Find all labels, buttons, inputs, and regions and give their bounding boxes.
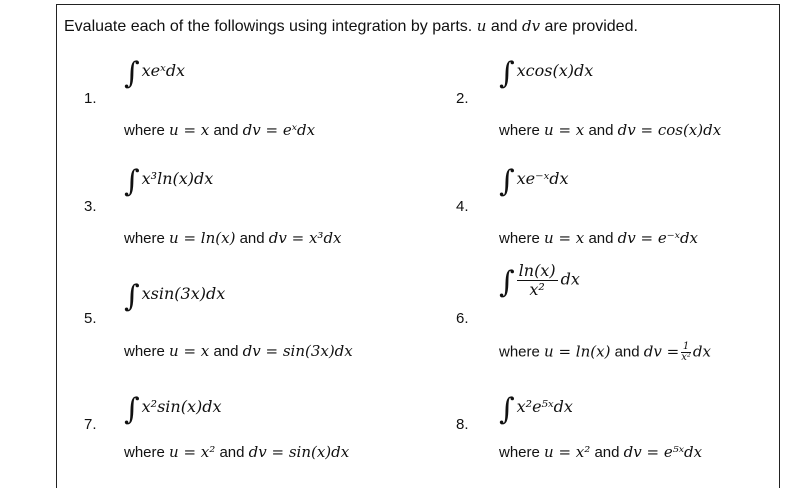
problem-5-integrand: xsin(3x)dx [141, 284, 226, 303]
dv-value: dv = eˣdx [242, 121, 316, 139]
problem-7-number: 7. [84, 416, 97, 433]
integral-sign-icon: ∫ [124, 164, 140, 199]
problem-1-integrand: xeˣdx [141, 61, 186, 80]
problem-6-hint [499, 342, 711, 363]
u-value: u = x [544, 121, 585, 139]
dv-value: dv = sin(x)dx [248, 443, 350, 461]
dv-value: dv = x³dx [268, 229, 342, 247]
dv-value: dv = sin(3x)dx [242, 342, 353, 360]
problem-4-number: 4. [456, 198, 469, 215]
problem-3-integrand: x³ln(x)dx [141, 169, 214, 188]
and-label: and [219, 444, 245, 461]
instruction-u: u [476, 17, 487, 35]
integral-sign-icon: ∫ [124, 279, 140, 314]
instruction-prefix: Evaluate each of the followings using integration by parts. [64, 18, 473, 35]
problem-4-hint [499, 229, 698, 247]
integral-sign-icon: ∫ [499, 164, 515, 199]
integral-sign-icon: ∫ [499, 56, 515, 91]
integral-sign-icon: ∫ [499, 264, 515, 300]
instruction-text [64, 17, 638, 36]
dv-tail: dx [692, 342, 711, 361]
problem-6-fraction [517, 262, 558, 298]
problem-1-number: 1. [84, 90, 97, 107]
fraction-numerator: ln(x) [518, 261, 556, 280]
dv-fraction-denominator: x² [681, 352, 691, 363]
and-label: and [239, 230, 265, 247]
problem-6-integral [499, 262, 580, 300]
instruction-suffix: are provided. [544, 18, 638, 35]
and-label: and [588, 122, 614, 139]
instruction-dv: dv [521, 17, 541, 35]
u-value: u = x [169, 121, 210, 139]
problem-3-number: 3. [84, 198, 97, 215]
and-label: and [213, 343, 239, 360]
where-label: where [499, 230, 540, 247]
and-label: and [614, 343, 640, 361]
dv-value: dv = cos(x)dx [617, 121, 722, 139]
problem-3-integral [124, 164, 213, 199]
problem-1-integral [124, 56, 185, 91]
problem-2-hint [499, 121, 721, 139]
problem-7-hint [124, 443, 349, 461]
problem-2-integral [499, 56, 593, 91]
where-label: where [499, 444, 540, 461]
problem-5-number: 5. [84, 310, 97, 327]
problem-2-number: 2. [456, 90, 469, 107]
u-value: u = ln(x) [169, 229, 236, 247]
fraction-denominator: x² [529, 279, 545, 299]
dv-fraction [681, 342, 691, 363]
instruction-and: and [490, 18, 518, 35]
problem-7-integrand: x²sin(x)dx [141, 397, 222, 416]
integral-sign-icon: ∫ [124, 56, 140, 91]
problem-3-hint [124, 229, 342, 247]
where-label: where [124, 343, 165, 360]
u-value: u = x [544, 229, 585, 247]
problem-6-number: 6. [456, 310, 469, 327]
where-label: where [124, 230, 165, 247]
where-label: where [124, 122, 165, 139]
problem-8-integral [499, 392, 573, 427]
problem-5-hint [124, 342, 353, 360]
dv-prefix: dv = [643, 342, 680, 361]
integral-sign-icon: ∫ [499, 392, 515, 427]
u-value: u = ln(x) [544, 342, 611, 361]
and-label: and [213, 122, 239, 139]
problem-7-integral [124, 392, 221, 427]
problem-2-integrand: xcos(x)dx [516, 61, 594, 80]
problem-5-integral [124, 279, 225, 314]
problem-4-integral [499, 164, 569, 199]
problem-8-number: 8. [456, 416, 469, 433]
dv-value: dv = e⁵ˣdx [623, 443, 703, 461]
and-label: and [594, 444, 620, 461]
problem-8-hint [499, 443, 702, 461]
problem-4-integrand: xe⁻ˣdx [516, 169, 569, 188]
u-value: u = x² [169, 443, 216, 461]
problem-8-integrand: x²e⁵ˣdx [516, 397, 573, 416]
dv-value: dv = e⁻ˣdx [617, 229, 699, 247]
where-label: where [499, 343, 540, 361]
u-value: u = x² [544, 443, 591, 461]
where-label: where [499, 122, 540, 139]
problem-1-hint [124, 121, 315, 139]
integral-sign-icon: ∫ [124, 392, 140, 427]
where-label: where [124, 444, 165, 461]
dv-fraction-numerator: 1 [682, 341, 690, 352]
problem-6-dx: dx [560, 269, 580, 289]
u-value: u = x [169, 342, 210, 360]
and-label: and [588, 230, 614, 247]
